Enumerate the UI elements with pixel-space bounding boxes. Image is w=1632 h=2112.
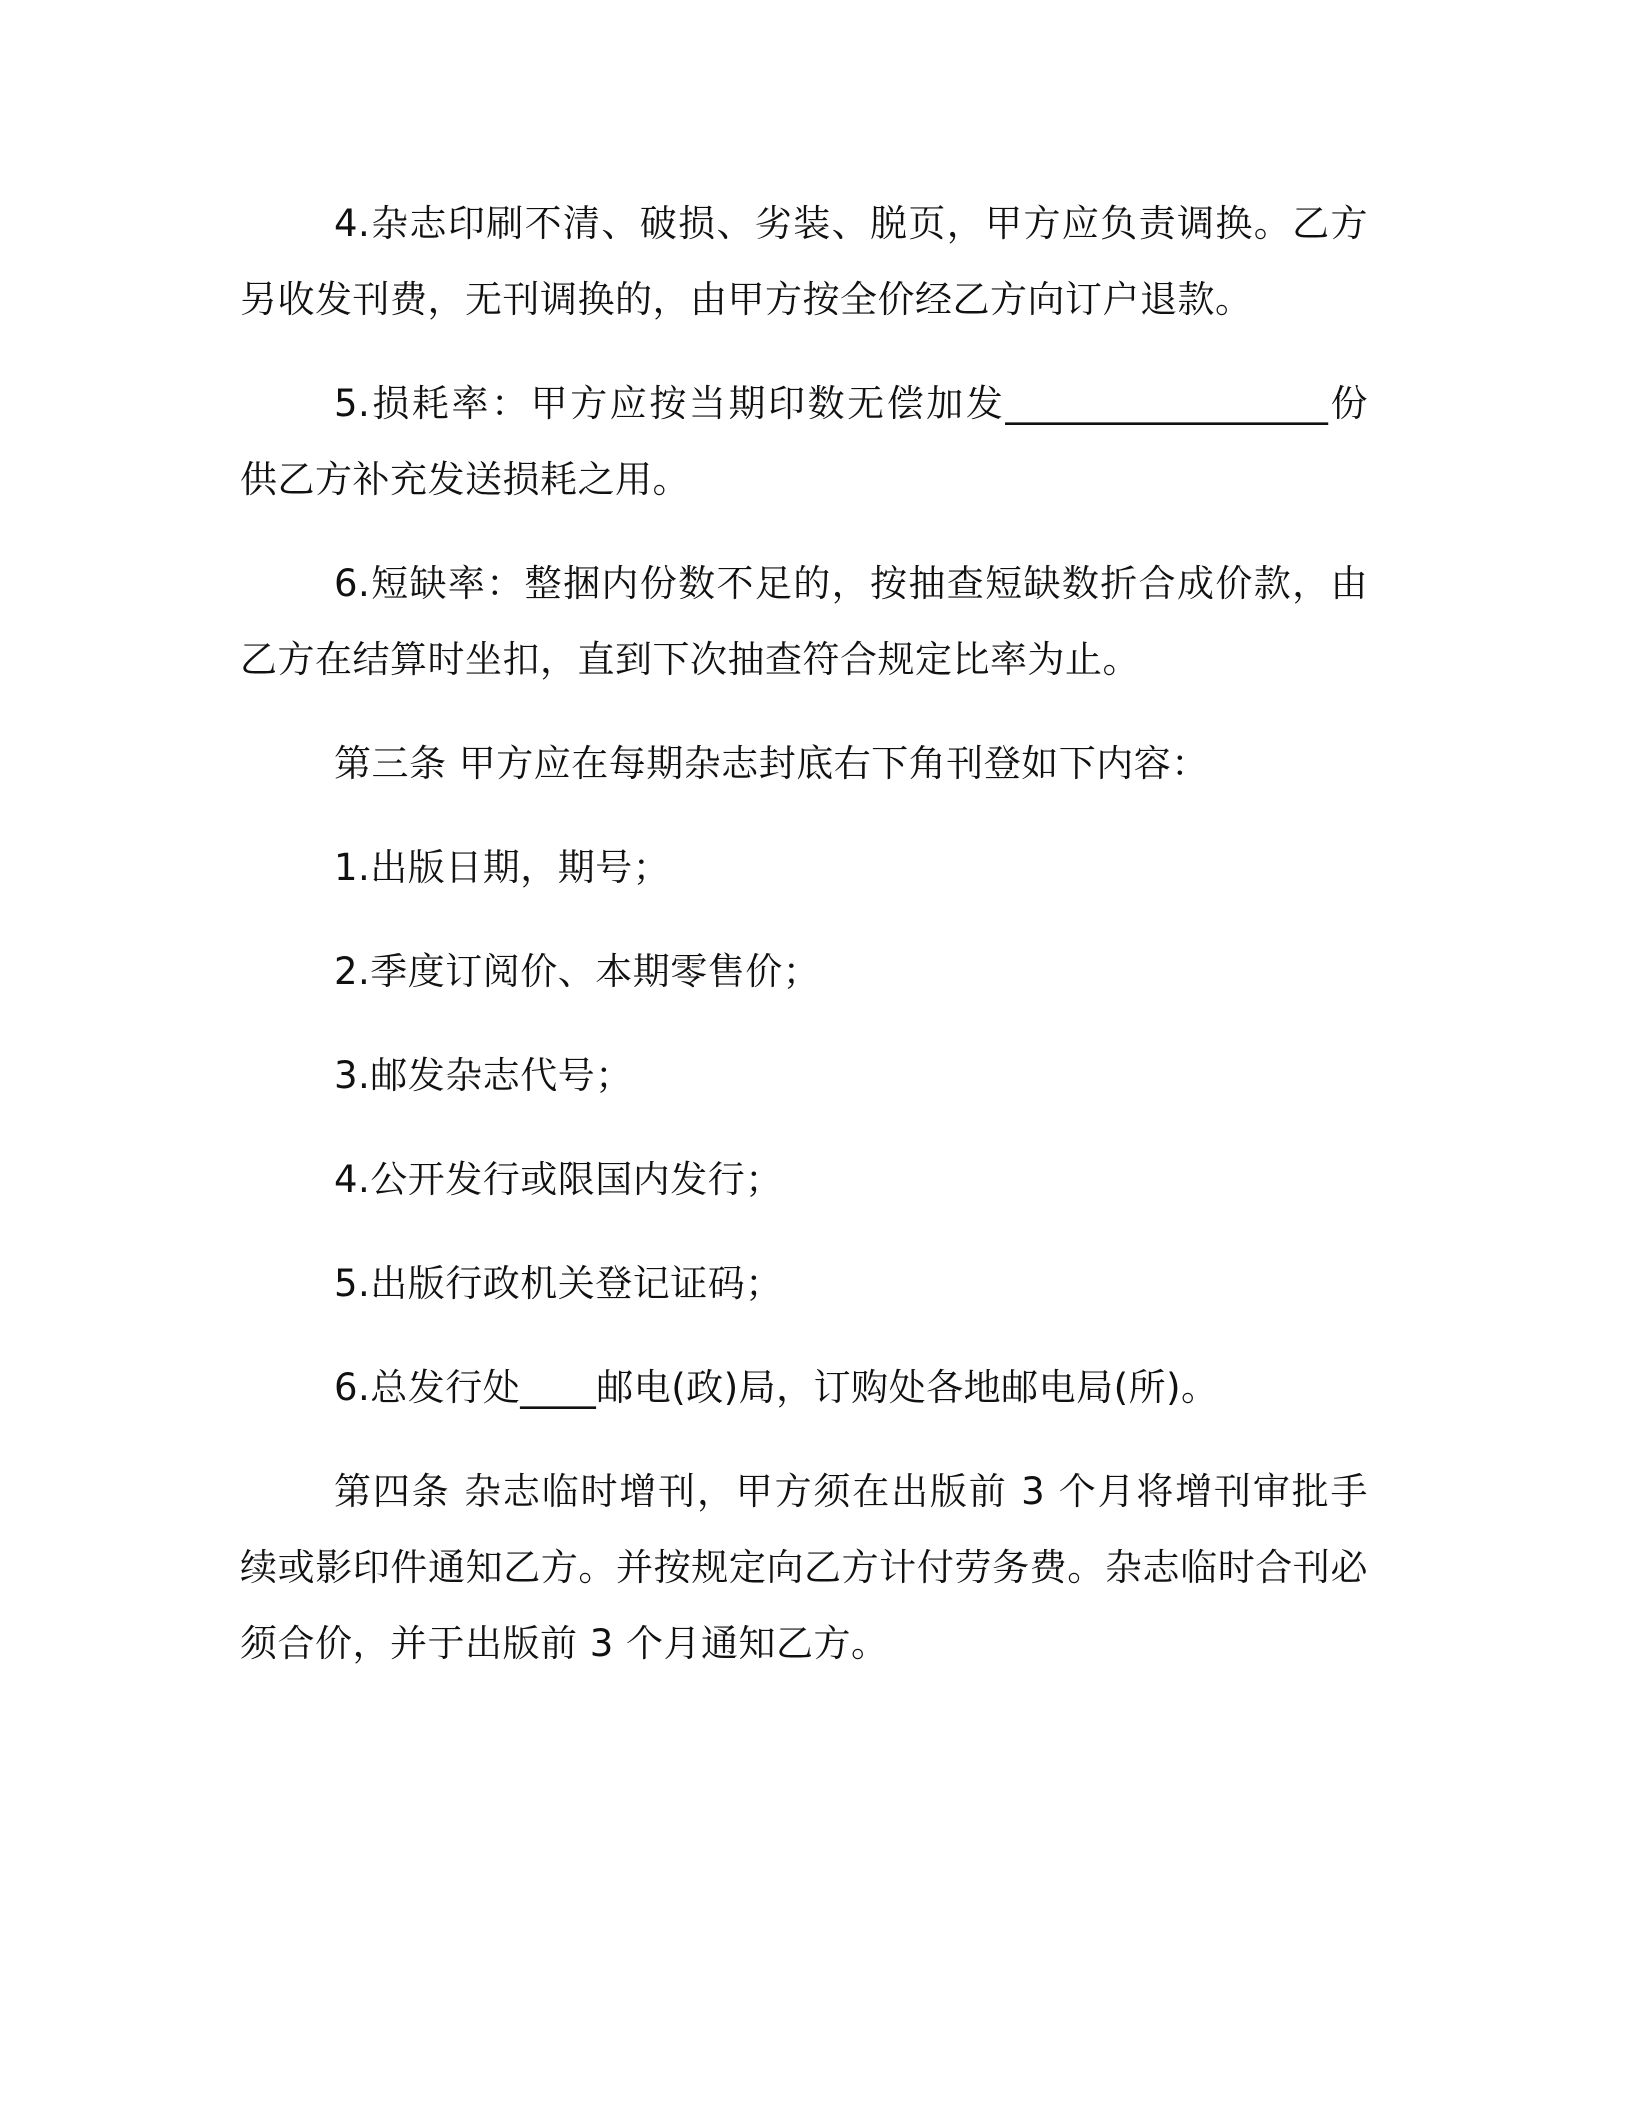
list-item-distribution-office: 6.总发行处____邮电(政)局，订购处各地邮电局(所)。 — [334, 1366, 1219, 1409]
paragraph-article-three: 第三条 甲方应在每期杂志封底右下角刊登如下内容： — [334, 742, 1209, 785]
list-item-price: 2.季度订阅价、本期零售价； — [334, 950, 821, 993]
list-item-distribution-scope: 4.公开发行或限国内发行； — [334, 1158, 783, 1201]
list-item-postal-code: 3.邮发杂志代号； — [334, 1054, 633, 1097]
paragraph-article-four: 第四条 杂志临时增刊，甲方须在出版前 3 个月将增刊审批手续或影印件通知乙方。并按规定向乙方计付劳务费。杂志临时合刊必须合价，并于出版前 3 个月通知乙方。 — [240, 1470, 1368, 1665]
paragraph-loss-rate: 5.损耗率：甲方应按当期印数无偿加发_________________份供乙方补充发送损耗之用。 — [240, 382, 1368, 501]
document-page — [240, 186, 1368, 1710]
paragraph-shortage-rate: 6.短缺率：整捆内份数不足的，按抽查短缺数折合成价款，由乙方在结算时坐扣，直到下次抽查符合规定比率为止。 — [240, 562, 1368, 681]
list-item-publication-date: 1.出版日期，期号； — [334, 846, 671, 889]
list-item-registration-code: 5.出版行政机关登记证码； — [334, 1262, 783, 1305]
paragraph-damaged-copies: 4.杂志印刷不清、破损、劣装、脱页，甲方应负责调换。乙方另收发刊费，无刊调换的，由甲方按全价经乙方向订户退款。 — [240, 202, 1368, 321]
